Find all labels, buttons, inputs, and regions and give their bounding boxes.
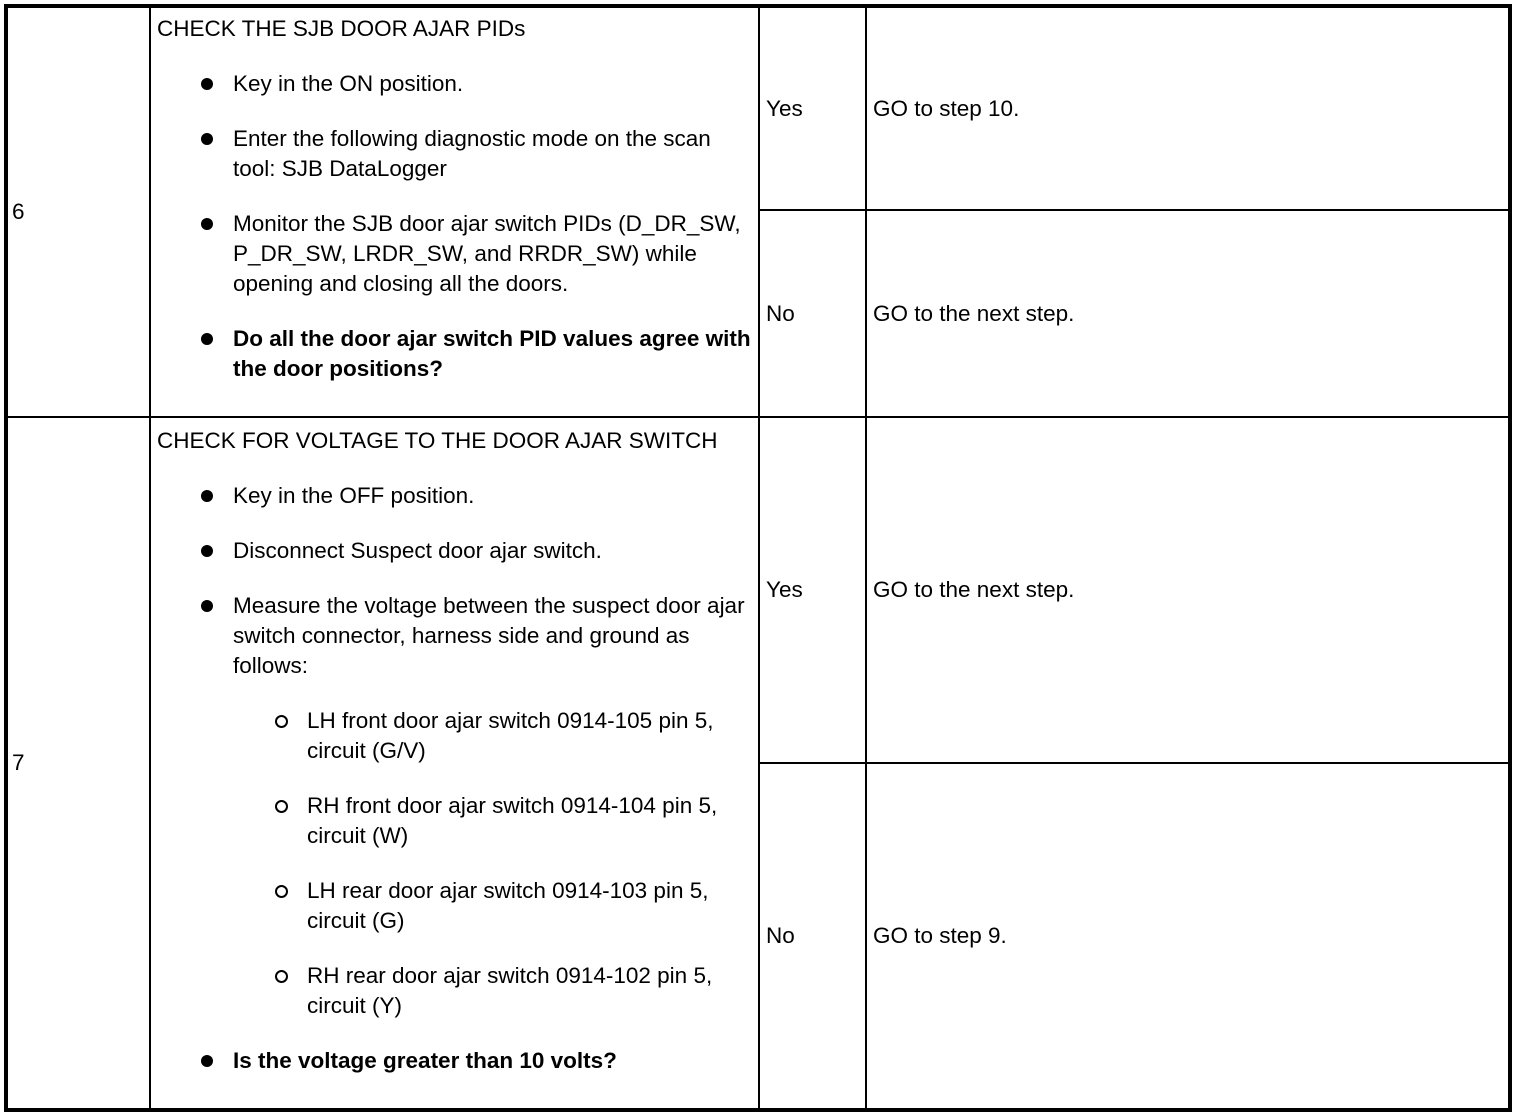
no-action: GO to step 9.: [873, 923, 1007, 949]
step-number: 7: [12, 749, 25, 775]
measurement-point: RH front door ajar switch 0914-104 pin 5, circuit (W): [157, 791, 752, 851]
yes-label: Yes: [766, 577, 803, 603]
no-label: No: [766, 923, 795, 949]
procedure-question: Is the voltage greater than 10 volts?: [157, 1046, 752, 1076]
diagnostic-steps-table: [4, 4, 1512, 1112]
no-label-cell: [759, 763, 866, 1110]
step-number: 6: [12, 198, 25, 224]
yes-label-cell: [759, 6, 866, 210]
no-label-cell: [759, 210, 866, 416]
measurement-point: LH rear door ajar switch 0914-103 pin 5, circuit (G): [157, 876, 752, 936]
procedure-bullets: [157, 69, 752, 384]
procedure-bullet: Disconnect Suspect door ajar switch.: [157, 536, 752, 566]
procedure-question: Do all the door ajar switch PID values agree with the door positions?: [157, 324, 752, 384]
procedure-bullets: [157, 1046, 752, 1076]
procedure-cell: [150, 417, 759, 1110]
step-number-cell: [6, 6, 150, 417]
procedure-bullets: [157, 481, 752, 681]
step-heading: CHECK THE SJB DOOR AJAR PIDs: [157, 16, 526, 41]
yes-action: GO to the next step.: [873, 577, 1075, 603]
measurement-point: RH rear door ajar switch 0914-102 pin 5, circuit (Y): [157, 961, 752, 1021]
procedure-cell: [150, 6, 759, 417]
procedure-bullet: Enter the following diagnostic mode on the scan tool: SJB DataLogger: [157, 124, 752, 184]
no-action-cell: [866, 210, 1510, 416]
step-7-yes-row: [6, 417, 1510, 764]
procedure-bullet: Measure the voltage between the suspect door ajar switch connector, harness side and ground as follows:: [157, 591, 752, 681]
yes-label-cell: [759, 417, 866, 764]
measurement-points: [157, 706, 752, 1021]
yes-label: Yes: [766, 95, 803, 121]
step-heading: CHECK FOR VOLTAGE TO THE DOOR AJAR SWITCH: [157, 427, 718, 453]
yes-action-cell: [866, 417, 1510, 764]
step-6-yes-row: [6, 6, 1510, 210]
no-action-cell: [866, 763, 1510, 1110]
procedure-bullet: Key in the ON position.: [157, 69, 752, 99]
diagnostic-table-page: [4, 4, 1508, 1112]
yes-action: GO to step 10.: [873, 95, 1020, 121]
measurement-point: LH front door ajar switch 0914-105 pin 5, circuit (G/V): [157, 706, 752, 766]
procedure-bullet: Key in the OFF position.: [157, 481, 752, 511]
no-label: No: [766, 300, 795, 326]
step-number-cell: [6, 417, 150, 1110]
yes-action-cell: [866, 6, 1510, 210]
procedure-bullet: Monitor the SJB door ajar switch PIDs (D_DR_SW, P_DR_SW, LRDR_SW, and RRDR_SW) while opening and closing all the doors.: [157, 209, 752, 299]
no-action: GO to the next step.: [873, 300, 1075, 326]
